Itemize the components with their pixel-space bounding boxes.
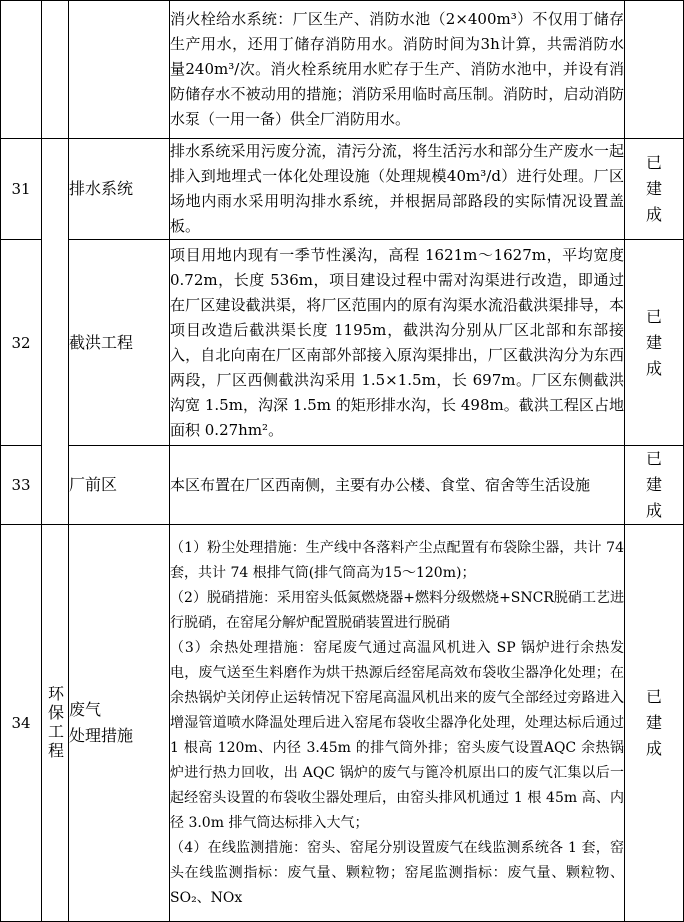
item-name: 厂前区 <box>69 446 170 525</box>
status-cell <box>625 1 684 139</box>
item-name-line-2: 处理措施 <box>69 726 134 745</box>
table-row <box>1 446 684 525</box>
table-row <box>1 139 684 240</box>
row-number: 32 <box>1 240 42 446</box>
table-row <box>1 240 684 446</box>
category-cell <box>42 1 69 139</box>
status-label: 已建成 <box>625 446 684 525</box>
item-description: 排水系统采用污废分流，清污分流，将生活污水和部分生产废水一起排入到地埋式一体化处理设施（处理规模40m³/d）进行处理。厂区场地内雨水采用明沟排水系统，并根据局部路段的实际情况设置盖板。 <box>170 139 625 240</box>
status-label: 已建成 <box>625 525 684 922</box>
table-row <box>1 525 684 922</box>
row-number: 31 <box>1 139 42 240</box>
category-label: 环保工程 <box>42 525 69 922</box>
measure-denitration: （2）脱硝措施：采用窑头低氮燃烧器+燃料分级燃烧+SNCR脱硝工艺进行脱硝，在窑尾分解炉配置脱硝装置进行脱硝 <box>170 589 624 631</box>
item-name-cell <box>69 1 170 139</box>
item-name: 截洪工程 <box>69 240 170 446</box>
category-cell <box>42 139 69 525</box>
item-name-line-1: 废气 <box>69 700 102 719</box>
status-label: 已建成 <box>625 240 684 446</box>
measure-online-monitoring: （4）在线监测措施：窑头、窑尾分别设置废气在线监测系统各 1 套，窑头在线监测指标：废气量、颗粒物；窑尾监测指标：废气量、颗粒物、SO₂、NOx <box>170 839 624 906</box>
item-description: 项目用地内现有一季节性溪沟，高程 1621m～1627m，平均宽度 0.72m，长度 536m，项目建设过程中需对沟渠进行改造，即通过在厂区建设截洪渠，将厂区范围内的原有沟渠水流沿截洪渠排导，本项目改造后截洪渠长度 1195m，截洪沟分别从厂区北部和东部接入，自北向南在厂区南部外部接入原沟渠排出，厂区截洪沟分为东西两段，厂区西侧截洪沟采用 1.5×1.5m，长 697m。厂区东侧截洪沟宽 1.5m，沟深 1.5m 的矩形排水沟，长 498m。截洪工程区占地面积 0.27hm²。 <box>170 240 625 446</box>
measure-waste-heat: （3）余热处理措施：窑尾废气通过高温风机进入 SP 锅炉进行余热发电，废气送至生料磨作为烘干热源后经窑尾高效布袋收尘器净化处理；在余热锅炉关闭停止运转情况下窑尾高温风机出来的废气全部经过旁路进入增湿管道喷水降温处理后进入窑尾布袋收尘器净化处理，处理达标后通过 1 根高 120m、内径 3.45m 的排气筒外排；窑头废气设置AQC 余热锅炉进行热力回收，出 AQC 锅炉的废气与篦冷机原出口的废气汇集以后一起经窑头设置的布袋收尘器处理后，由窑头排风机通过 1 根 45m 高、内径 3.0m 排气筒达标排入大气； <box>170 639 624 831</box>
fire-water-description: 消火栓给水系统：厂区生产、消防水池（2×400m³）不仅用丁储存生产用水，还用丁储存消防用水。消防时间为3h计算，共需消防水量240m³/次。消火栓系统用水贮存于生产、消防水池中，并设有消防储存水不被动用的措施；消防采用临时高压制。消防时，启动消防水泵（一用一备）供全厂消防用水。 <box>170 1 625 139</box>
item-name: 排水系统 <box>69 139 170 240</box>
row-number: 34 <box>1 525 42 922</box>
item-description <box>170 525 625 922</box>
row-number-cell <box>1 1 42 139</box>
item-name <box>69 525 170 922</box>
item-description: 本区布置在厂区西南侧，主要有办公楼、食堂、宿舍等生活设施 <box>170 446 625 525</box>
measure-dust: （1）粉尘处理措施：生产线中各落料产尘点配置有布袋除尘器，共计 74 套，共计 74 根排气筒(排气筒高为15～120m)； <box>170 539 624 581</box>
table-row <box>1 1 684 139</box>
row-number: 33 <box>1 446 42 525</box>
status-label: 已建成 <box>625 139 684 240</box>
